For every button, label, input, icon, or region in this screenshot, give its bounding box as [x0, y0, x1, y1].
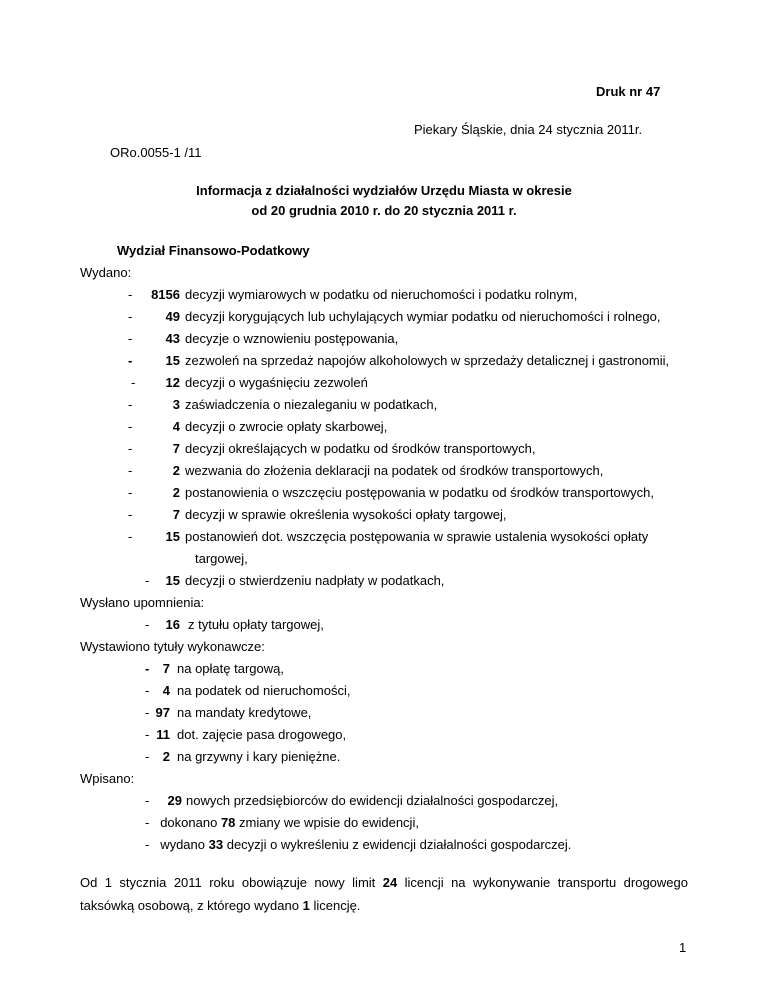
- reference-number: ORo.0055-1 /11: [110, 145, 202, 160]
- licence-limit-count: 24: [382, 875, 398, 890]
- list-dash: -: [128, 309, 133, 324]
- list-text: decyzji korygujących lub uchylających wymiar podatku od nieruchomości i rolnego,: [185, 309, 661, 324]
- list-dash: -: [128, 441, 133, 456]
- list-count: 12: [165, 375, 180, 390]
- list-text: nowych przedsiębiorców do ewidencji działalności gospodarczej,: [186, 793, 559, 808]
- list-text: decyzji o zwrocie opłaty skarbowej,: [185, 419, 388, 434]
- list-count: 16: [165, 617, 180, 632]
- paragraph-text: Od 1 stycznia 2011 roku obowiązuje nowy limit: [80, 875, 376, 890]
- list-dash: -: [145, 793, 150, 808]
- list-text: decyzji w sprawie określenia wysokości opłaty targowej,: [185, 507, 507, 522]
- list-count: 43: [165, 331, 180, 346]
- list-item: [145, 837, 571, 853]
- department-heading: Wydział Finansowo-Podatkowy: [117, 243, 310, 258]
- list-dash: -: [128, 485, 133, 500]
- licence-issued-count: 1: [302, 898, 310, 913]
- list-dash: -: [145, 837, 150, 852]
- list-text: z tytułu opłaty targowej,: [188, 617, 324, 632]
- list-dash: -: [145, 661, 150, 676]
- list-dash: -: [128, 419, 133, 434]
- list-text: decyzji określających w podatku od środków transportowych,: [185, 441, 536, 456]
- list-text: zaświadczenia o niezaleganiu w podatkach,: [185, 397, 438, 412]
- list-text: decyzji o stwierdzeniu nadpłaty w podatkach,: [185, 573, 445, 588]
- licence-paragraph-line1: [80, 875, 688, 891]
- list-text: zmiany we wpisie do ewidencji,: [239, 815, 419, 830]
- list-count: 11: [156, 727, 170, 742]
- list-text: postanowień dot. wszczęcia postępowania w sprawie ustalenia wysokości opłaty: [185, 529, 649, 544]
- list-count: 2: [172, 463, 180, 478]
- list-count: 78: [220, 815, 236, 830]
- list-dash: -: [128, 397, 133, 412]
- entered-label: Wpisano:: [80, 771, 135, 786]
- list-text: na grzywny i kary pieniężne.: [177, 749, 341, 764]
- list-text: zezwoleń na sprzedaż napojów alkoholowych w sprzedaży detalicznej i gastronomii,: [185, 353, 670, 368]
- list-dash: -: [145, 705, 150, 720]
- list-text-pre: dokonano: [160, 815, 218, 830]
- list-dash: -: [145, 617, 150, 632]
- issued-label: Wydano:: [80, 265, 132, 280]
- list-count: 15: [165, 529, 180, 544]
- list-dash: -: [128, 353, 133, 368]
- document-title-line1: Informacja z działalności wydziałów Urzędu Miasta w okresie: [196, 183, 572, 198]
- list-item: [145, 815, 419, 831]
- reminders-label: Wysłano upomnienia:: [80, 595, 205, 610]
- list-count: 7: [172, 441, 180, 456]
- place-date: Piekary Śląskie, dnia 24 stycznia 2011r.: [414, 122, 643, 137]
- list-dash: -: [128, 463, 133, 478]
- list-dash: -: [145, 573, 150, 588]
- paragraph-text: taksówką osobową, z którego wydano: [80, 898, 299, 913]
- titles-label: Wystawiono tytuły wykonawcze:: [80, 639, 265, 654]
- list-text: decyzji o wykreśleniu z ewidencji działalności gospodarczej.: [226, 837, 572, 852]
- list-count: 3: [172, 397, 180, 412]
- list-text: dot. zajęcie pasa drogowego,: [177, 727, 347, 742]
- list-count: 8156: [151, 287, 180, 302]
- list-count: 29: [167, 793, 182, 808]
- list-count: 97: [155, 705, 170, 720]
- document-title-line2: od 20 grudnia 2010 r. do 20 stycznia 2011 r.: [251, 203, 517, 218]
- page-number: 1: [679, 940, 687, 955]
- list-count: 4: [162, 683, 170, 698]
- list-count: 4: [172, 419, 180, 434]
- list-text: wezwania do złożenia deklaracji na podatek od środków transportowych,: [185, 463, 604, 478]
- list-count: 7: [172, 507, 180, 522]
- list-text: na podatek od nieruchomości,: [177, 683, 351, 698]
- list-dash: -: [131, 375, 136, 390]
- list-dash: -: [128, 529, 133, 544]
- list-text: decyzje o wznowieniu postępowania,: [185, 331, 399, 346]
- list-text: na opłatę targową,: [177, 661, 284, 676]
- list-text-continuation: targowej,: [195, 551, 248, 566]
- list-count: 33: [208, 837, 224, 852]
- list-count: 15: [165, 353, 180, 368]
- list-dash: -: [145, 815, 150, 830]
- list-count: 2: [162, 749, 170, 764]
- list-count: 49: [165, 309, 180, 324]
- list-text: decyzji wymiarowych w podatku od nieruchomości i podatku rolnym,: [185, 287, 578, 302]
- list-dash: -: [128, 507, 133, 522]
- list-text: postanowienia o wszczęciu postępowania w podatku od środków transportowych,: [185, 485, 654, 500]
- list-dash: -: [145, 683, 150, 698]
- list-dash: -: [145, 749, 150, 764]
- list-count: 2: [172, 485, 180, 500]
- paragraph-text: licencji na wykonywanie transportu drogowego: [404, 875, 688, 890]
- list-dash: -: [128, 331, 133, 346]
- list-dash: -: [128, 287, 133, 302]
- licence-paragraph-line2: [80, 898, 688, 914]
- list-dash: -: [145, 727, 150, 742]
- list-text: decyzji o wygaśnięciu zezwoleń: [185, 375, 368, 390]
- print-number: Druk nr 47: [596, 84, 661, 99]
- list-count: 15: [165, 573, 180, 588]
- list-text-pre: wydano: [160, 837, 205, 852]
- paragraph-text: licencję.: [313, 898, 361, 913]
- list-text: na mandaty kredytowe,: [177, 705, 312, 720]
- list-count: 7: [162, 661, 170, 676]
